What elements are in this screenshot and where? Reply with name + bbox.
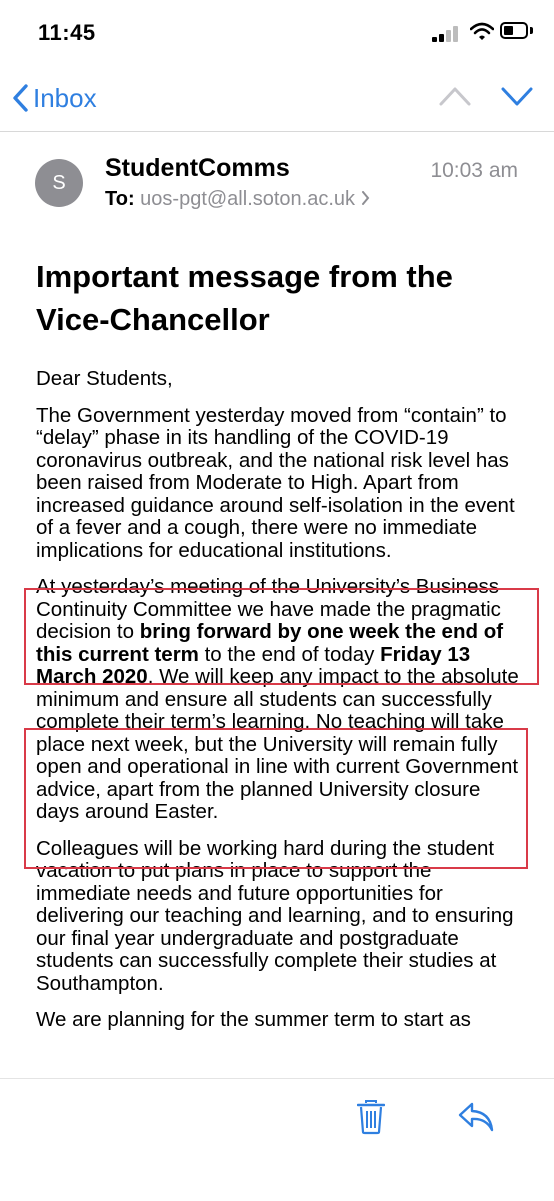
p2-text-e: . We will keep any impact to the absolute minimum and ensure all students can successfully complete their term’s learning. No teaching will take place next week, but the University will remain fully open and operational in line with current Government advice, apart from the planned University closure days around Easter. bbox=[36, 665, 519, 823]
bottom-toolbar bbox=[0, 1078, 554, 1201]
body-paragraph-3: Colleagues will be working hard during the student vacation to put plans in place to support the immediate needs and future opportunities for delivering our teaching and learning, and to ensuring our final year undergraduate and postgraduate students can successfully complete their studies at Southampton. bbox=[36, 836, 514, 995]
recipient-row[interactable] bbox=[105, 188, 370, 211]
avatar: S bbox=[35, 159, 83, 207]
next-message-button[interactable] bbox=[500, 84, 534, 108]
status-time: 11:45 bbox=[38, 20, 96, 45]
wifi-icon bbox=[470, 22, 494, 42]
greeting: Dear Students, bbox=[36, 367, 173, 390]
body-paragraph-1: The Government yesterday moved from “contain” to “delay” phase in its handling of the COVID-19 coronavirus outbreak, and the national risk level has been raised from Moderate to High. Apart from increased guidance around self-isolation in the event of a fever and a cough, there were no immediate implications for educational institutions. bbox=[36, 403, 515, 562]
p2-bold-date: Friday 13 March 2020 bbox=[36, 642, 471, 688]
p2-text-c: to the end of today bbox=[198, 642, 381, 666]
chevron-left-icon bbox=[10, 83, 30, 113]
reply-icon[interactable] bbox=[458, 1101, 494, 1133]
status-bar bbox=[0, 0, 554, 62]
trash-icon[interactable] bbox=[357, 1099, 385, 1135]
header-divider bbox=[0, 131, 554, 132]
chevron-right-icon bbox=[361, 188, 370, 211]
highlight-box-2 bbox=[24, 728, 528, 869]
to-label: To: bbox=[105, 188, 135, 210]
signal-icon bbox=[432, 24, 462, 42]
sender-name[interactable]: StudentComms bbox=[105, 154, 290, 182]
p2-text-a: At yesterday’s meeting of the University’s Business Continuity Committee we have made the pragmatic decision to bbox=[36, 575, 501, 643]
back-button[interactable] bbox=[10, 78, 97, 118]
body-paragraph-4: We are planning for the summer term to start as bbox=[36, 1008, 471, 1031]
highlight-box-1 bbox=[24, 588, 539, 685]
message-subject: Important message from the Vice-Chancellor bbox=[36, 259, 453, 337]
previous-message-button[interactable] bbox=[438, 84, 472, 108]
nav-bar bbox=[0, 62, 554, 134]
message-body bbox=[36, 368, 528, 1046]
p2-bold-term: bring forward by one week the end of this current term bbox=[36, 620, 504, 666]
back-label: Inbox bbox=[33, 82, 97, 113]
battery-tip bbox=[530, 27, 533, 34]
battery-icon bbox=[500, 22, 528, 39]
message-time: 10:03 am bbox=[430, 159, 518, 182]
recipient-address: uos-pgt@all.soton.ac.uk bbox=[140, 188, 356, 210]
